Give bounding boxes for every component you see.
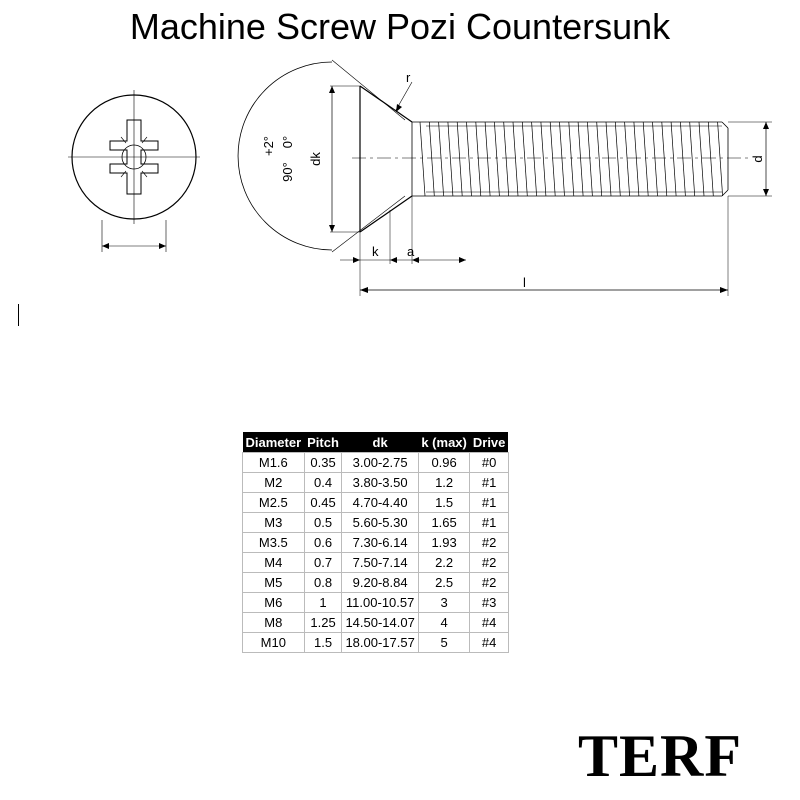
cell-pitch: 1 [304, 593, 342, 613]
thread-line [578, 122, 583, 196]
thread-line [606, 122, 611, 196]
thread-line [560, 122, 565, 196]
cell-dk: 3.00-2.75 [342, 453, 418, 473]
header-diameter: Diameter [243, 432, 305, 453]
thread-line [708, 122, 713, 196]
thread-line [467, 122, 472, 196]
cell-k-max: 3 [418, 593, 470, 613]
table-row [243, 553, 509, 573]
thread-line [429, 122, 434, 196]
cell-dk: 14.50-14.07 [342, 613, 418, 633]
brand-logo: TERF [578, 723, 743, 789]
table-row [243, 513, 509, 533]
cell-k-max: 1.93 [418, 533, 470, 553]
cell-k-max: 0.96 [418, 453, 470, 473]
cell-pitch: 0.4 [304, 473, 342, 493]
table-row [243, 573, 509, 593]
header-pitch: Pitch [304, 432, 342, 453]
thread-line [513, 122, 518, 196]
dimension-table [242, 432, 509, 653]
cell-dk: 18.00-17.57 [342, 633, 418, 653]
thread-line [420, 122, 425, 196]
thread-line [680, 122, 685, 196]
thread-line [448, 122, 453, 196]
cell-pitch: 0.7 [304, 553, 342, 573]
cell-drive: #2 [470, 533, 509, 553]
cell-k-max: 4 [418, 613, 470, 633]
cell-pitch: 1.25 [304, 613, 342, 633]
thread-line [718, 122, 723, 196]
cell-k-max: 1.5 [418, 493, 470, 513]
label-angle-90: 90° [280, 162, 295, 182]
thread-line [522, 122, 527, 196]
label-dk: dk [308, 152, 323, 166]
table-row [243, 493, 509, 513]
cell-drive: #0 [470, 453, 509, 473]
thread-line [504, 122, 509, 196]
table-body [243, 453, 509, 653]
thread-line [541, 122, 546, 196]
cell-k-max: 2.5 [418, 573, 470, 593]
page-title: Machine Screw Pozi Countersunk [129, 6, 671, 47]
thread-line [476, 122, 481, 196]
cell-drive: #2 [470, 553, 509, 573]
label-tol-plus: +2° [261, 135, 276, 157]
cell-k-max: 2.2 [418, 553, 470, 573]
cell-pitch: 0.35 [304, 453, 342, 473]
thread-line [485, 122, 490, 196]
cell-drive: #1 [470, 473, 509, 493]
cell-pitch: 0.8 [304, 573, 342, 593]
thread-line [690, 122, 695, 196]
label-k: k [372, 244, 379, 259]
label-a: a [407, 244, 415, 259]
cell-pitch: 0.6 [304, 533, 342, 553]
screw-side-view [238, 60, 772, 296]
cell-diameter: M10 [243, 633, 305, 653]
cell-diameter: M5 [243, 573, 305, 593]
cell-pitch: 1.5 [304, 633, 342, 653]
label-d: d [750, 155, 765, 163]
table-header-row [243, 432, 509, 453]
cell-diameter: M8 [243, 613, 305, 633]
thread-line [671, 122, 676, 196]
label-l: l [523, 275, 526, 290]
cell-dk: 11.00-10.57 [342, 593, 418, 613]
cell-diameter: M2.5 [243, 493, 305, 513]
thread-line [643, 122, 648, 196]
table-row [243, 613, 509, 633]
table-row [243, 533, 509, 553]
cell-diameter: M6 [243, 593, 305, 613]
cell-k-max: 1.65 [418, 513, 470, 533]
thread-line [662, 122, 667, 196]
thread-line [625, 122, 630, 196]
cell-drive: #1 [470, 513, 509, 533]
cell-dk: 4.70-4.40 [342, 493, 418, 513]
cell-dk: 7.50-7.14 [342, 553, 418, 573]
cell-dk: 3.80-3.50 [342, 473, 418, 493]
thread-line [597, 122, 602, 196]
thread-line [494, 122, 499, 196]
label-tol-zero: 0° [280, 135, 295, 149]
cell-diameter: M2 [243, 473, 305, 493]
table-row [243, 453, 509, 473]
cell-k-max: 5 [418, 633, 470, 653]
cell-drive: #4 [470, 633, 509, 653]
table-row [243, 633, 509, 653]
header-k-max: k (max) [418, 432, 470, 453]
thread-line [569, 122, 574, 196]
thread-line [587, 122, 592, 196]
cell-dk: 7.30-6.14 [342, 533, 418, 553]
cell-pitch: 0.45 [304, 493, 342, 513]
cell-dk: 9.20-8.84 [342, 573, 418, 593]
thread-line [699, 122, 704, 196]
cell-drive: #2 [470, 573, 509, 593]
cell-diameter: M3 [243, 513, 305, 533]
edge-mark [18, 304, 19, 326]
thread-line [634, 122, 639, 196]
thread-line [550, 122, 555, 196]
thread-line [457, 122, 462, 196]
cell-diameter: M4 [243, 553, 305, 573]
cell-k-max: 1.2 [418, 473, 470, 493]
table-row [243, 593, 509, 613]
head-top-view [68, 90, 200, 252]
cell-diameter: M1.6 [243, 453, 305, 473]
header-drive: Drive [470, 432, 509, 453]
cell-dk: 5.60-5.30 [342, 513, 418, 533]
thread-line [653, 122, 658, 196]
cell-pitch: 0.5 [304, 513, 342, 533]
table-row [243, 473, 509, 493]
cell-drive: #4 [470, 613, 509, 633]
label-r: r [406, 70, 411, 85]
header-dk: dk [342, 432, 418, 453]
cell-drive: #3 [470, 593, 509, 613]
thread-line [439, 122, 444, 196]
thread-line [532, 122, 537, 196]
cell-drive: #1 [470, 493, 509, 513]
thread-line [615, 122, 620, 196]
cell-diameter: M3.5 [243, 533, 305, 553]
